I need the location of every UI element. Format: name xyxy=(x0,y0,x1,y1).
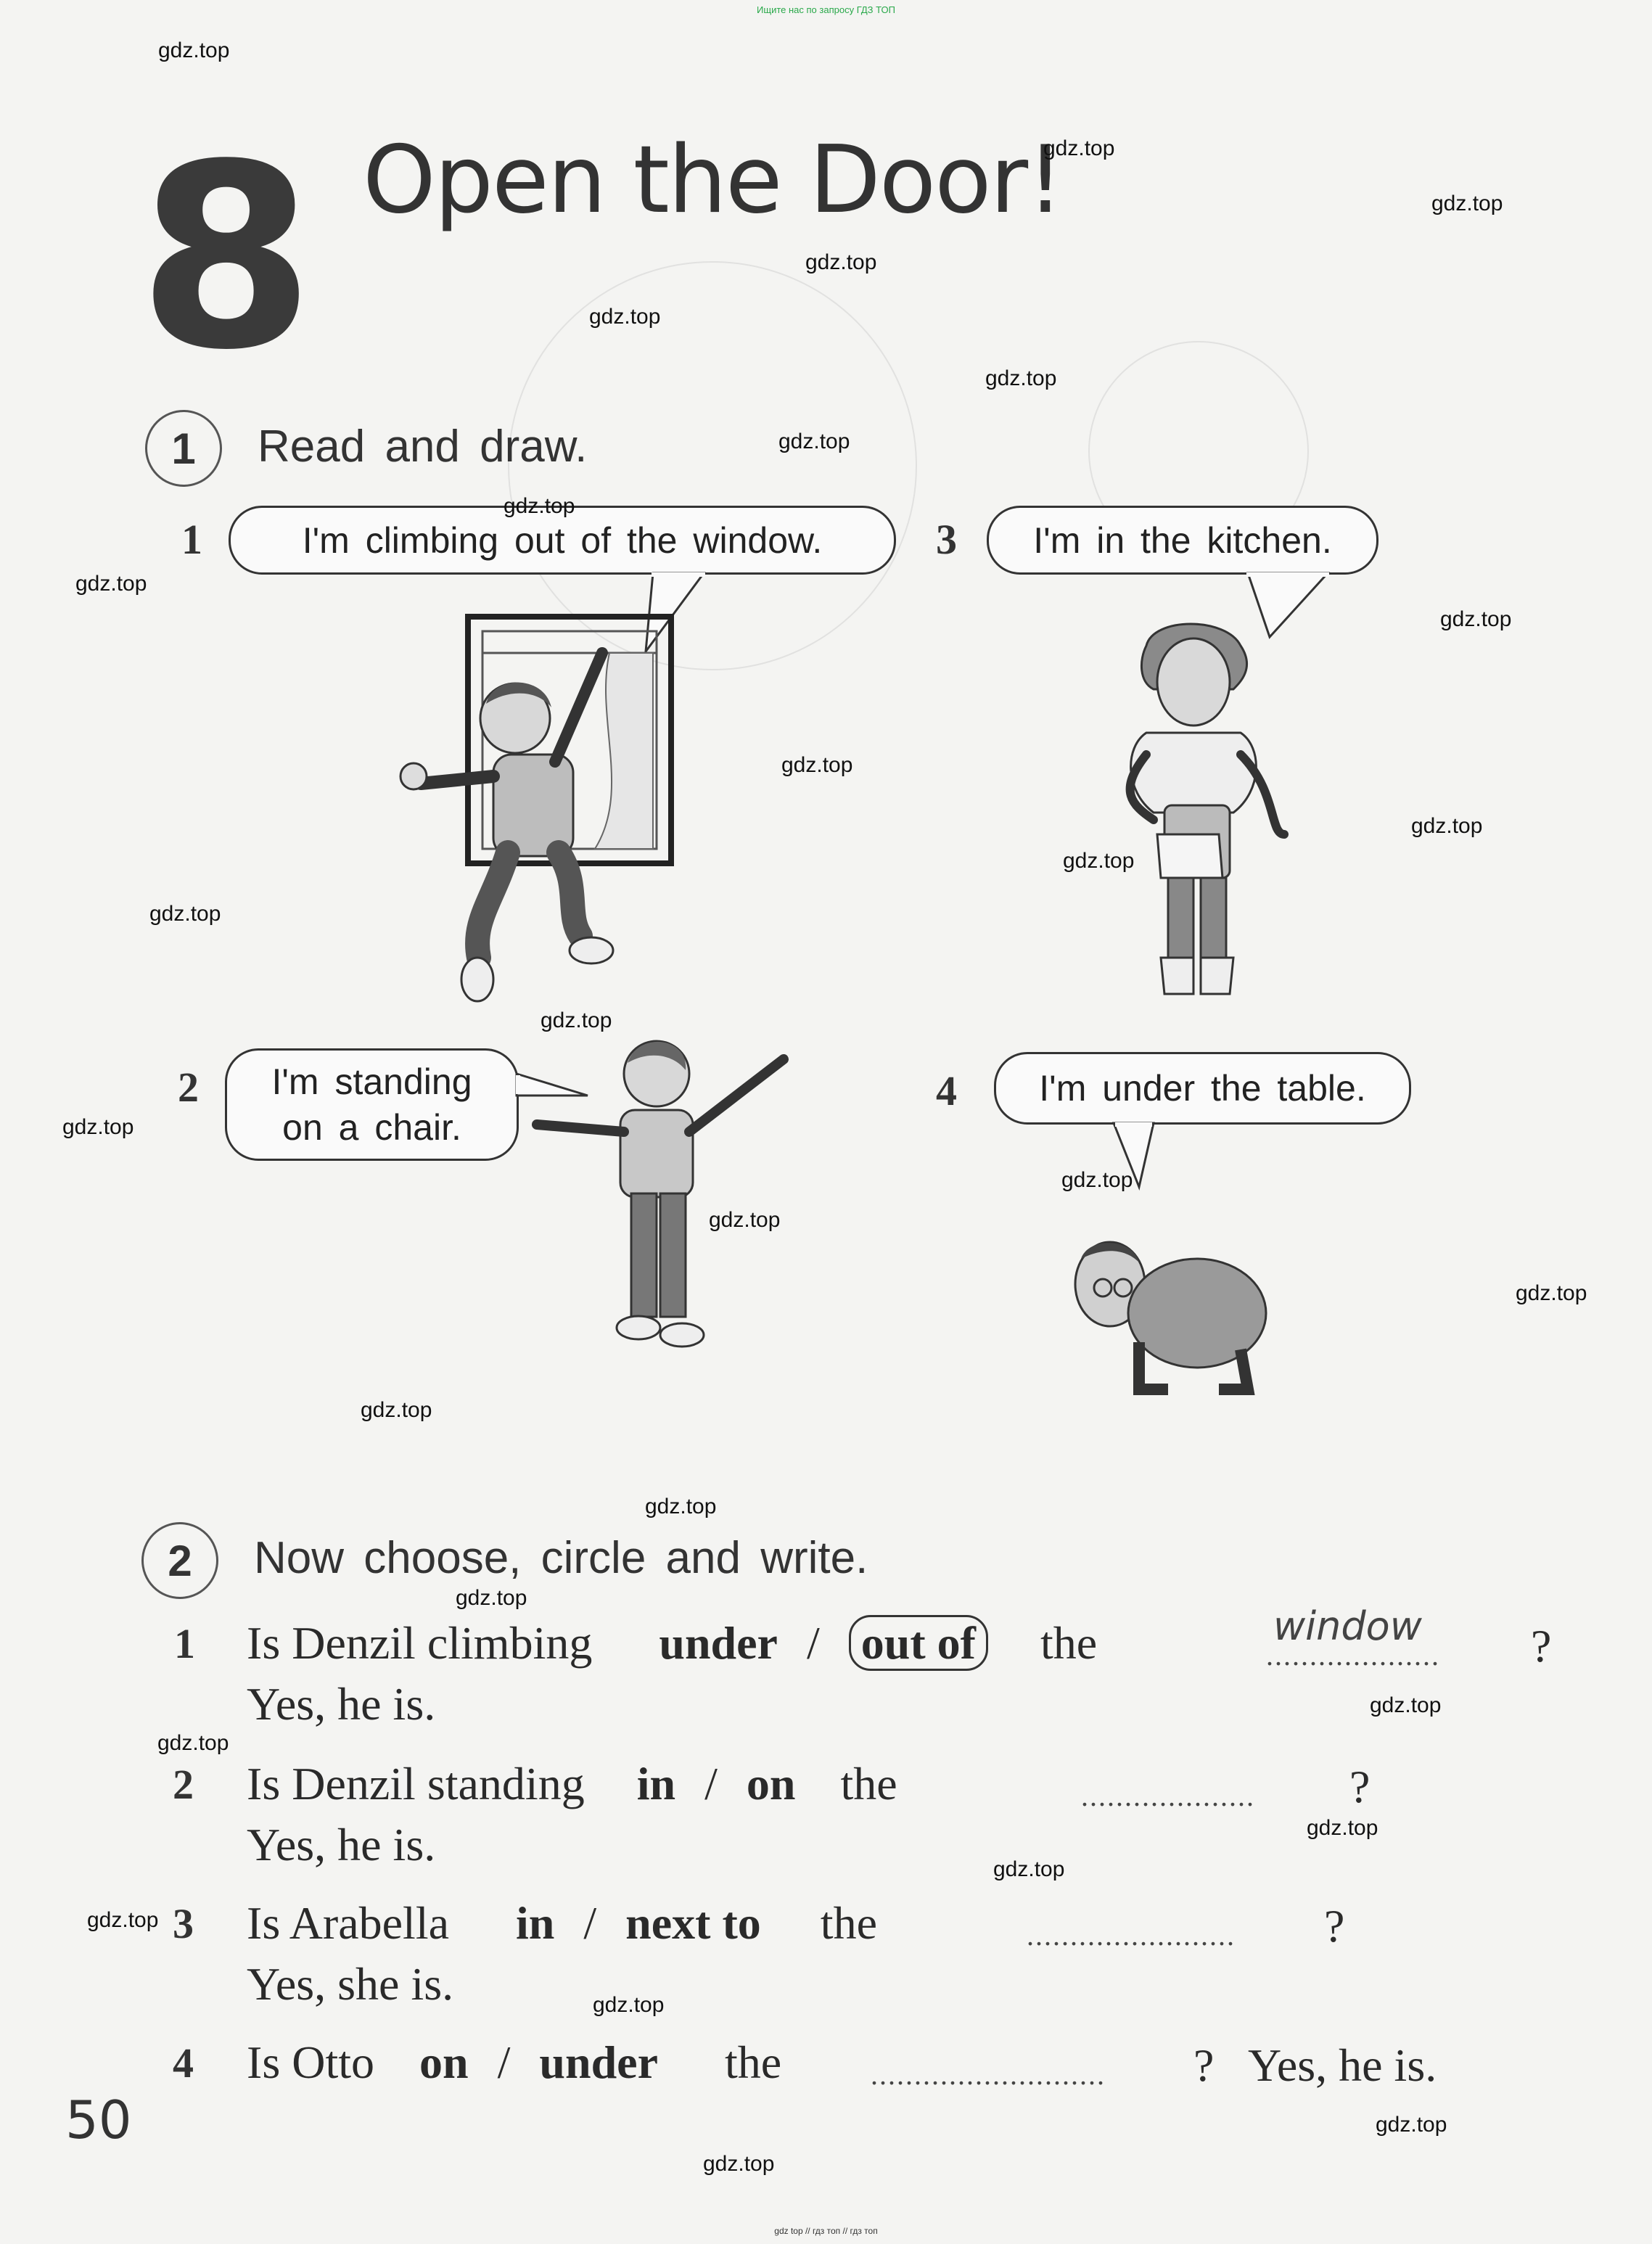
option-separator: / xyxy=(497,2037,511,2088)
option-on[interactable]: on xyxy=(746,1758,796,1809)
watermark: gdz.top xyxy=(1061,1168,1133,1192)
watermark: gdz.top xyxy=(1063,849,1135,873)
option-under[interactable]: under xyxy=(659,1617,778,1669)
question-3-blank[interactable]: ........................ xyxy=(1027,1919,1236,1952)
question-2-reply: Yes, he is. xyxy=(247,1819,436,1870)
speech-bubble-4 xyxy=(994,1052,1411,1125)
exercise-2-title: Now choose, circle and write. xyxy=(254,1533,868,1583)
watermark: gdz.top xyxy=(709,1208,781,1232)
watermark: gdz.top xyxy=(993,1857,1065,1881)
question-4-start: Is Otto xyxy=(247,2037,374,2088)
bubble-2-line-2: on a chair. xyxy=(282,1106,461,1148)
watermark: gdz.top xyxy=(158,38,230,62)
question-3-the: the xyxy=(820,1897,877,1949)
top-banner[interactable]: Ищите нас по запросу ГДЗ ТОП xyxy=(757,4,895,15)
man-under-table-illustration xyxy=(1059,1233,1277,1400)
bubble-4-number: 4 xyxy=(936,1067,957,1114)
bubble-2-number: 2 xyxy=(178,1064,199,1111)
question-4-qmark: ? xyxy=(1193,2039,1215,2091)
watermark: gdz.top xyxy=(361,1398,432,1422)
watermark: gdz.top xyxy=(157,1731,229,1755)
bubble-4-text: I'm under the table. xyxy=(1039,1068,1366,1109)
option-in[interactable]: in xyxy=(636,1758,676,1809)
question-2-number: 2 xyxy=(173,1761,194,1808)
watermark: gdz.top xyxy=(1516,1281,1587,1305)
bubble-3-number: 3 xyxy=(936,516,957,563)
unit-title: Open the Door! xyxy=(363,126,1063,234)
unit-number: 8 xyxy=(138,110,315,406)
bubble-2-line-1: I'm standing xyxy=(271,1061,472,1102)
speech-bubble-3 xyxy=(987,506,1378,575)
watermark: gdz.top xyxy=(593,1993,665,2017)
bottom-banner[interactable]: gdz top // гдз топ // гдз топ xyxy=(774,2226,878,2236)
bubble-3-text: I'm in the kitchen. xyxy=(1033,519,1332,561)
question-3-start: Is Arabella xyxy=(247,1897,449,1949)
question-1-the: the xyxy=(1040,1617,1098,1669)
question-4-blank[interactable]: ........................... xyxy=(871,2058,1106,2091)
watermark: gdz.top xyxy=(1376,2113,1447,2137)
option-next-to[interactable]: next to xyxy=(625,1897,761,1949)
question-2-qmark: ? xyxy=(1349,1761,1370,1812)
question-4-the: the xyxy=(724,2037,782,2088)
watermark: gdz.top xyxy=(87,1908,159,1932)
question-2-the: the xyxy=(840,1758,897,1809)
watermark: gdz.top xyxy=(504,494,575,518)
question-2-start: Is Denzil standing xyxy=(247,1758,585,1809)
question-1-reply: Yes, he is. xyxy=(247,1678,436,1730)
watermark: gdz.top xyxy=(541,1008,612,1032)
watermark: gdz.top xyxy=(589,305,661,329)
option-separator: / xyxy=(583,1897,597,1949)
watermark: gdz.top xyxy=(149,902,221,926)
question-1-blank[interactable]: .................... xyxy=(1266,1639,1440,1672)
watermark: gdz.top xyxy=(1411,814,1483,838)
watermark: gdz.top xyxy=(778,430,850,453)
watermark: gdz.top xyxy=(645,1495,717,1518)
watermark: gdz.top xyxy=(75,572,147,596)
bubble-1-number: 1 xyxy=(181,516,202,563)
watermark: gdz.top xyxy=(1043,136,1115,160)
watermark: gdz.top xyxy=(1431,192,1503,215)
watermark: gdz.top xyxy=(1370,1693,1442,1717)
watermark: gdz.top xyxy=(62,1115,134,1139)
speech-bubble-2 xyxy=(225,1048,519,1161)
exercise-1-number: 1 xyxy=(145,410,222,487)
question-4-reply: Yes, he is. xyxy=(1248,2039,1437,2091)
question-3-number: 3 xyxy=(173,1900,194,1947)
watermark: gdz.top xyxy=(703,2152,775,2176)
question-4 xyxy=(247,2036,781,2089)
girl-kitchen-illustration xyxy=(1103,617,1291,1008)
option-separator: / xyxy=(806,1617,820,1669)
page-number: 50 xyxy=(65,2089,132,2150)
question-2-blank[interactable]: .................... xyxy=(1081,1780,1255,1812)
watermark: gdz.top xyxy=(1307,1816,1378,1840)
question-3-qmark: ? xyxy=(1324,1900,1345,1952)
question-1-qmark: ? xyxy=(1531,1620,1552,1672)
option-separator: / xyxy=(704,1758,718,1809)
option-under[interactable]: under xyxy=(539,2037,658,2088)
watermark: gdz.top xyxy=(456,1586,527,1610)
option-in[interactable]: in xyxy=(516,1897,555,1949)
question-2 xyxy=(247,1757,897,1811)
watermark: gdz.top xyxy=(985,366,1057,390)
question-1-start: Is Denzil climbing xyxy=(247,1617,593,1669)
question-4-number: 4 xyxy=(173,2039,194,2087)
bubble-1-text: I'm climbing out of the window. xyxy=(302,519,823,561)
question-1 xyxy=(247,1616,1097,1670)
question-3 xyxy=(247,1896,877,1950)
boy-standing-illustration xyxy=(522,1030,791,1364)
option-on[interactable]: on xyxy=(419,2037,469,2088)
watermark: gdz.top xyxy=(805,250,877,274)
question-1-number: 1 xyxy=(174,1620,195,1667)
question-1-answer: window xyxy=(1273,1603,1422,1649)
boy-climbing-window-illustration xyxy=(392,609,696,1016)
option-out-of-circled[interactable]: out of xyxy=(849,1615,988,1671)
exercise-2-number: 2 xyxy=(141,1522,218,1599)
watermark: gdz.top xyxy=(781,753,853,777)
exercise-1-title: Read and draw. xyxy=(258,422,588,472)
watermark: gdz.top xyxy=(1440,607,1512,631)
question-3-reply: Yes, she is. xyxy=(247,1958,454,2010)
